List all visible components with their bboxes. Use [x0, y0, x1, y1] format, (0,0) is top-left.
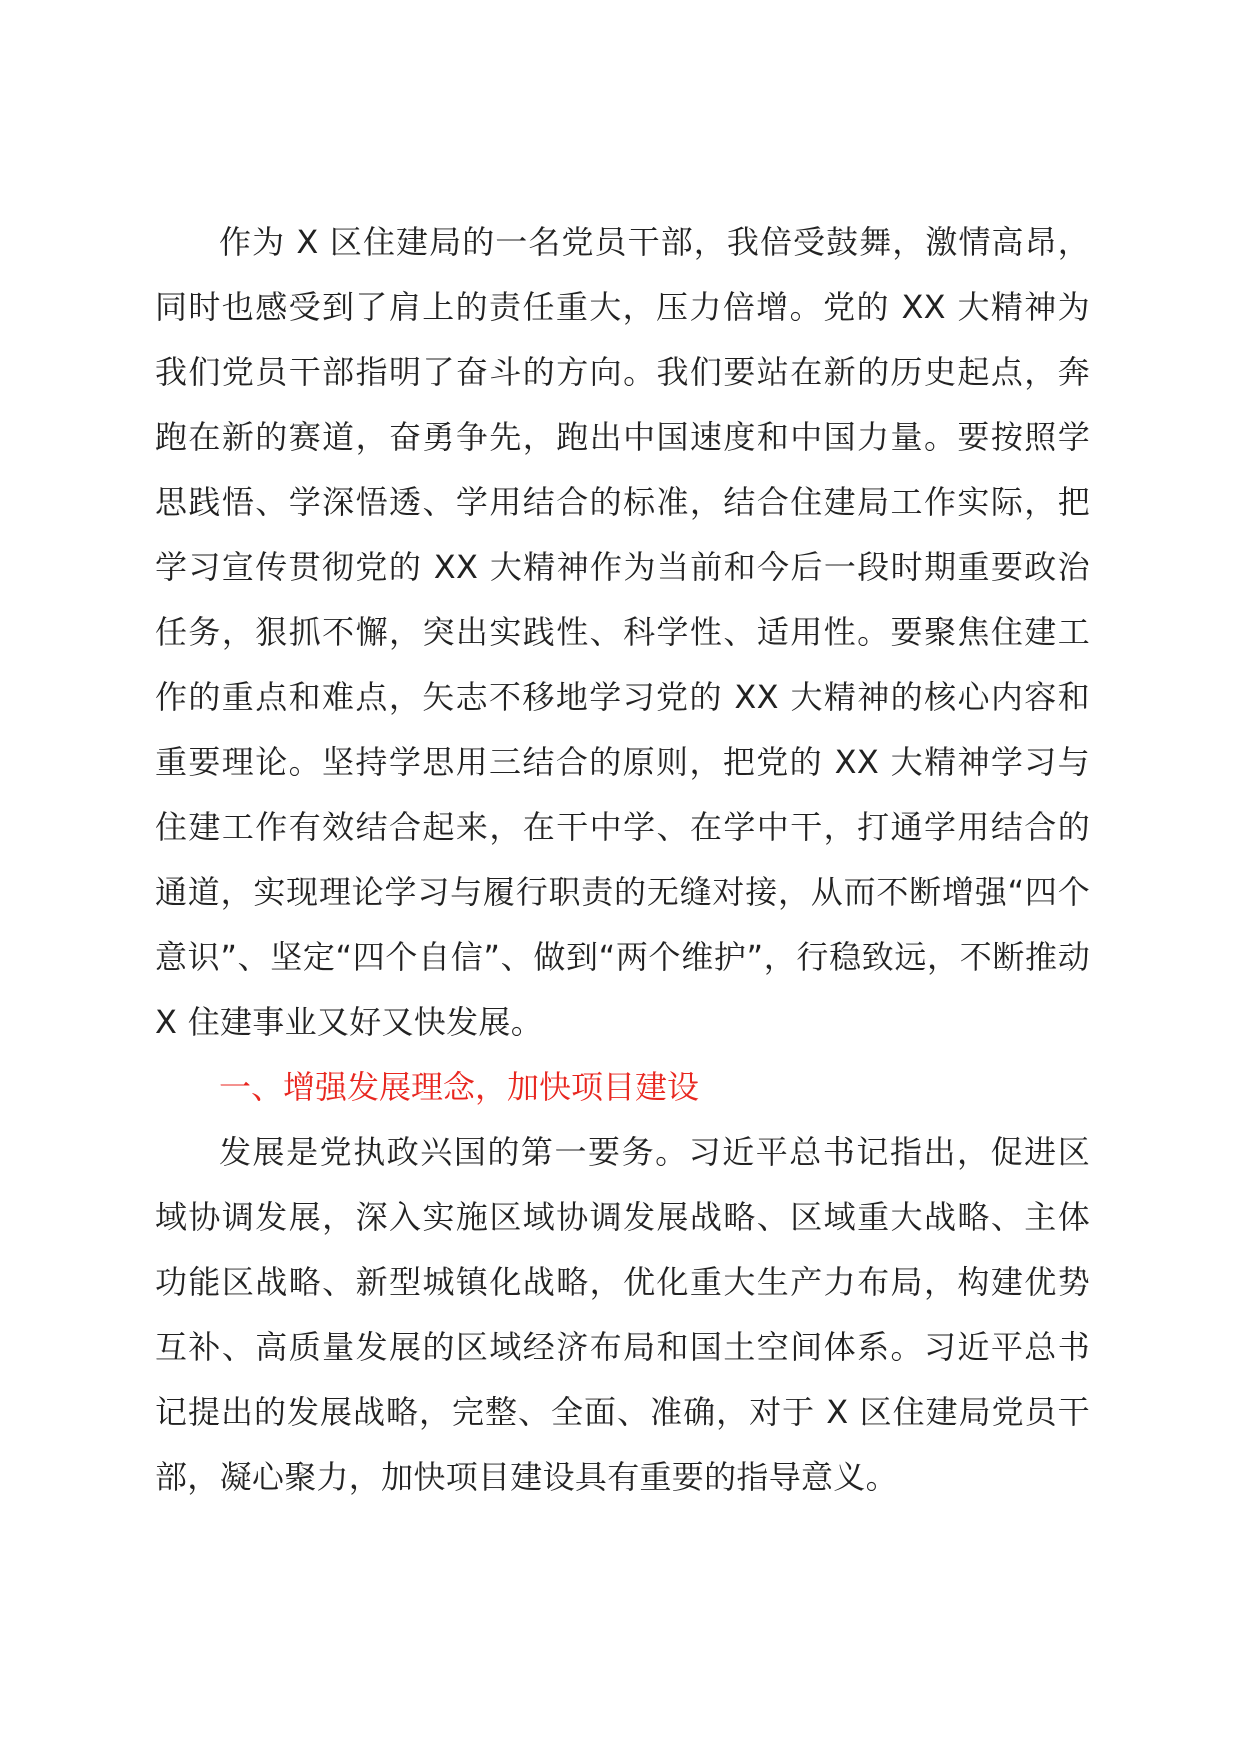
- document-body: [155, 210, 1090, 1510]
- intro-paragraph: 作为 X 区住建局的一名党员干部，我倍受鼓舞，激情高昂，同时也感受到了肩上的责任重大，压力倍增。党的 XX 大精神为我们党员干部指明了奋斗的方向。我们要站在新的历史起点，奔跑在新的赛道，奋勇争先，跑出中国速度和中国力量。要按照学思践悟、学深悟透、学用结合的标准，结合住建局工作实际，把学习宣传贯彻党的 XX 大精神作为当前和今后一段时期重要政治任务，狠抓不懈，突出实践性、科学性、适用性。要聚焦住建工作的重点和难点，矢志不移地学习党的 XX 大精神的核心内容和重要理论。坚持学思用三结合的原则，把党的 XX 大精神学习与住建工作有效结合起来，在干中学、在学中干，打通学用结合的通道，实现理论学习与履行职责的无缝对接，从而不断增强“四个意识”、坚定“四个自信”、做到“两个维护”，行稳致远，不断推动 X 住建事业又好又快发展。: [155, 223, 1090, 1041]
- section-paragraph: 发展是党执政兴国的第一要务。习近平总书记指出，促进区域协调发展，深入实施区域协调发展战略、区域重大战略、主体功能区战略、新型城镇化战略，优化重大生产力布局，构建优势互补、高质量发展的区域经济布局和国土空间体系。习近平总书记提出的发展战略，完整、全面、准确，对于 X 区住建局党员干部，凝心聚力，加快项目建设具有重要的指导意义。: [155, 1133, 1090, 1496]
- section-heading: 一、增强发展理念，加快项目建设: [219, 1068, 700, 1106]
